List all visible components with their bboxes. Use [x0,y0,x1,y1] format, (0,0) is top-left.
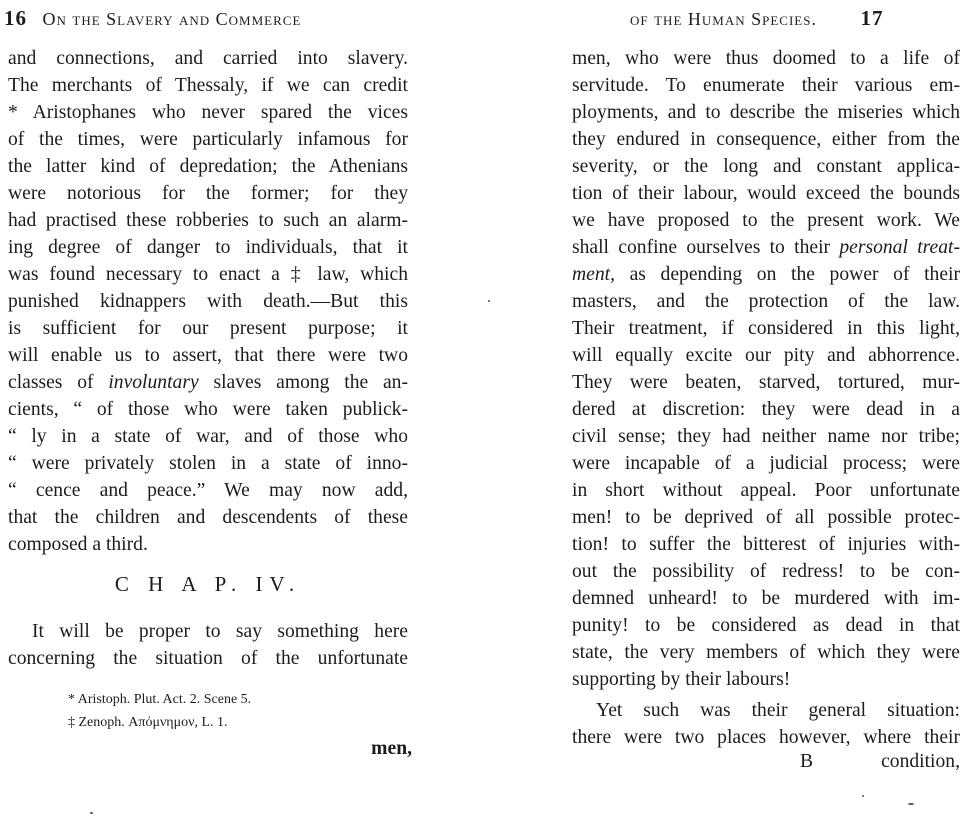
text-line: ment, as depending on the power of their [572,264,960,285]
text-line: severity, or the long and constant applica- [572,156,960,177]
text-line: Yet such was their general situation: [596,700,960,721]
text-line: the latter kind of depredation; the Athenians [8,156,408,177]
text-line: concerning the situation of the unfortunate [8,648,408,669]
signature-line [572,751,960,778]
text-line: punity! to be considered as dead in that [572,615,960,636]
left-catchword: men, [371,738,412,759]
text-line: They were beaten, starved, tortured, mur- [572,372,960,393]
text-line: punished kidnappers with death.—But this [8,291,408,312]
print-speck [90,812,93,814]
text-line: ing degree of danger to individuals, that it [8,237,408,258]
text-line: was found necessary to enact a ‡ law, which [8,264,408,285]
text-line: cients, “ of those who were taken publick- [8,399,408,420]
signature-mark: B [800,751,814,772]
text-line: * Aristophanes who never spared the vices [8,102,408,123]
text-line: in short without appeal. Poor unfortunate [572,480,960,501]
text-line: we have proposed to the present work. We [572,210,960,231]
text-line: had practised these robberies to such an alarm- [8,210,408,231]
italic-emphasis: personal treat- [839,237,960,258]
right-running-head-title: of the Human Species. [630,9,817,29]
text-line: composed a third. [8,534,148,555]
print-speck [862,795,864,797]
text-line: “ ly in a state of war, and of those who [8,426,408,447]
text-line: and connections, and carried into slavery. [8,48,408,69]
text-line: “ were privately stolen in a state of inno- [8,453,408,474]
text-line: shall confine ourselves to their personal treat- [572,237,960,258]
right-catchword: condition, [881,751,960,772]
text-line: there were two places however, where their [572,727,960,748]
text-line: men, who were thus doomed to a life of [572,48,960,69]
left-folio: 16 [4,6,27,30]
text-line: they endured in consequence, either from the [572,129,960,150]
right-folio: 17 [860,6,884,30]
chapter-heading: C H A P. IV. [114,572,302,596]
right-running-head [630,6,883,34]
text-line: will equally excite our pity and abhorrence. [572,345,960,366]
text-line: classes of involuntary slaves among the an- [8,372,409,393]
text-line: were notorious for the former; for they [8,183,408,204]
text-line: tion! to suffer the bitterest of injuries with- [572,534,960,555]
footnotes [68,688,251,734]
text-line: will enable us to assert, that there were two [8,345,408,366]
left-running-head-title: On the Slavery and Commerce [42,9,302,29]
text-line: ployments, and to describe the miseries which [572,102,960,123]
italic-emphasis: ment [572,264,611,285]
text-line: state, the very members of which they were [572,642,960,663]
text-line: Their treatment, if considered in this light, [572,318,960,339]
text-line: The merchants of Thessaly, if we can credit [8,75,408,96]
text-line: masters, and the protection of the law. [572,291,960,312]
text-line: dered at discretion: they were dead in a [572,399,960,420]
text-line: were incapable of a judicial process; were [572,453,960,474]
text-line: that the children and descendents of these [8,507,408,528]
text-line: “ cence and peace.” We may now add, [8,480,408,501]
text-line: servitude. To enumerate their various em- [572,75,960,96]
text-line: is sufficient for our present purpose; it [8,318,408,339]
right-page [490,0,980,823]
text-line: of the times, were particularly infamous for [8,129,408,150]
text-line: It will be proper to say something here [32,621,408,642]
text-line: out the possibility of redress! to be con- [572,561,960,582]
left-running-head [4,6,301,34]
text-line: tion of their labour, would exceed the bounds [572,183,960,204]
text-line: men! to be deprived of all possible protec- [572,507,960,528]
text-line: demned unheard! to be murdered with im- [572,588,960,609]
print-speck [908,803,914,805]
text-line: supporting by their labours! [572,669,791,690]
text-line: civil sense; they had neither name nor tribe; [572,426,960,447]
footnote: * Aristoph. Plut. Act. 2. Scene 5. [68,692,252,707]
footnote: ‡ Zenoph. Απόμνημον, L. 1. [68,715,228,730]
italic-emphasis: involuntary [108,372,199,393]
